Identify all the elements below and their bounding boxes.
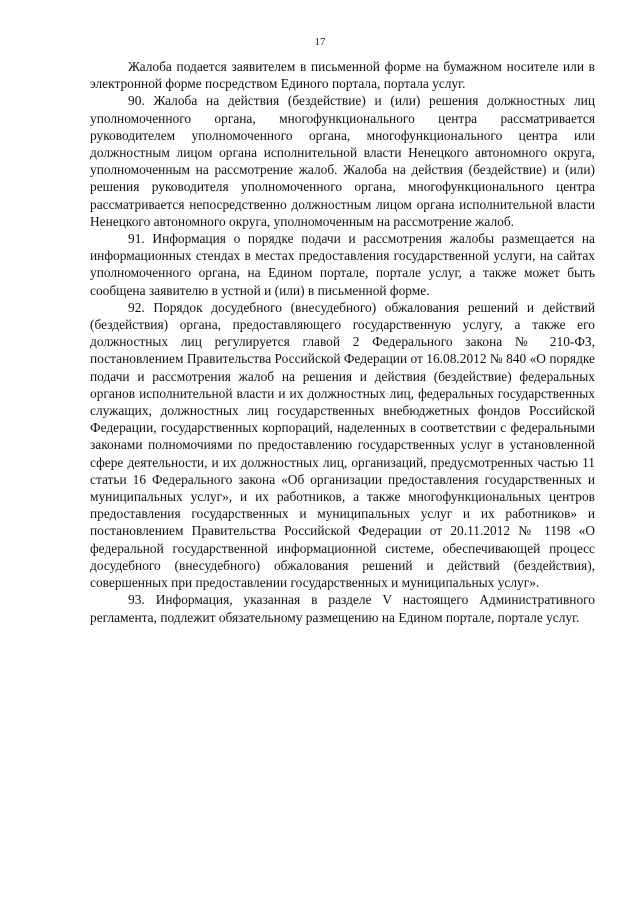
paragraph-92: 92. Порядок досудебного (внесудебного) обжалования решений и действий (бездействия) органа, предоставляющего государственную услугу, а также его должностных лиц регулируется главой 2 Федерального закона № 210-ФЗ, постановлением Правительства Российской Федерации от 16.08.2012 № 840 «О порядке подачи и рассмотрения жалоб на решения и действия (бездействие) федеральных органов исполнительной власти и их должностных лиц, федеральных государственных служащих, должностных лиц государственных внебюджетных фондов Российской Федерации, государственных корпораций, наделенных в соответствии с федеральными законами полномочиями по предоставлению государственных услуг в установленной сфере деятельности, и их должностных лиц, организаций, предусмотренных частью 11 статьи 16 Федерального закона «Об организации предоставления государственных и муниципальных услуг», и их работников, а также многофункциональных центров предоставления государственных и муниципальных услуг и их работников» и постановлением Правительства Российской Федерации от 20.11.2012 № 1198 «О федеральной государственной информационной системе, обеспечивающей процесс досудебного (внесудебного) обжалования решений и действий (бездействия), совершенных при предоставлении государственных и муниципальных услуг». xyxy=(90,299,595,591)
page-number: 17 xyxy=(314,36,326,48)
paragraph-90: 90. Жалоба на действия (бездействие) и (или) решения должностных лиц уполномоченного органа, многофункционального центра рассматривается руководителем уполномоченного органа, многофункционального центра или должностным лицом органа исполнительной власти Ненецкого автономного округа, уполномоченным на рассмотрение жалоб. Жалоба на действия (бездействие) и (или) решения руководителя уполномоченного органа, многофункционального центра рассматривается непосредственно должностным лицом органа исполнительной власти Ненецкого автономного округа, уполномоченным на рассмотрение жалоб. xyxy=(90,93,595,229)
body-text xyxy=(90,58,595,626)
paragraph-91: 91. Информация о порядке подачи и рассмотрения жалобы размещается на информационных стендах в местах предоставления государственной услуги, на сайтах уполномоченного органа, на Едином портале, портале услуг, а также может быть сообщена заявителю в устной и (или) в письменной форме. xyxy=(90,231,595,298)
paragraph-complaint-form: Жалоба подается заявителем в письменной форме на бумажном носителе или в электронной форме посредством Единого портала, портала услуг. xyxy=(90,59,595,92)
paragraph-93: 93. Информация, указанная в разделе V настоящего Административного регламента, подлежит обязательному размещению на Едином портале, портале услуг. xyxy=(90,592,595,625)
